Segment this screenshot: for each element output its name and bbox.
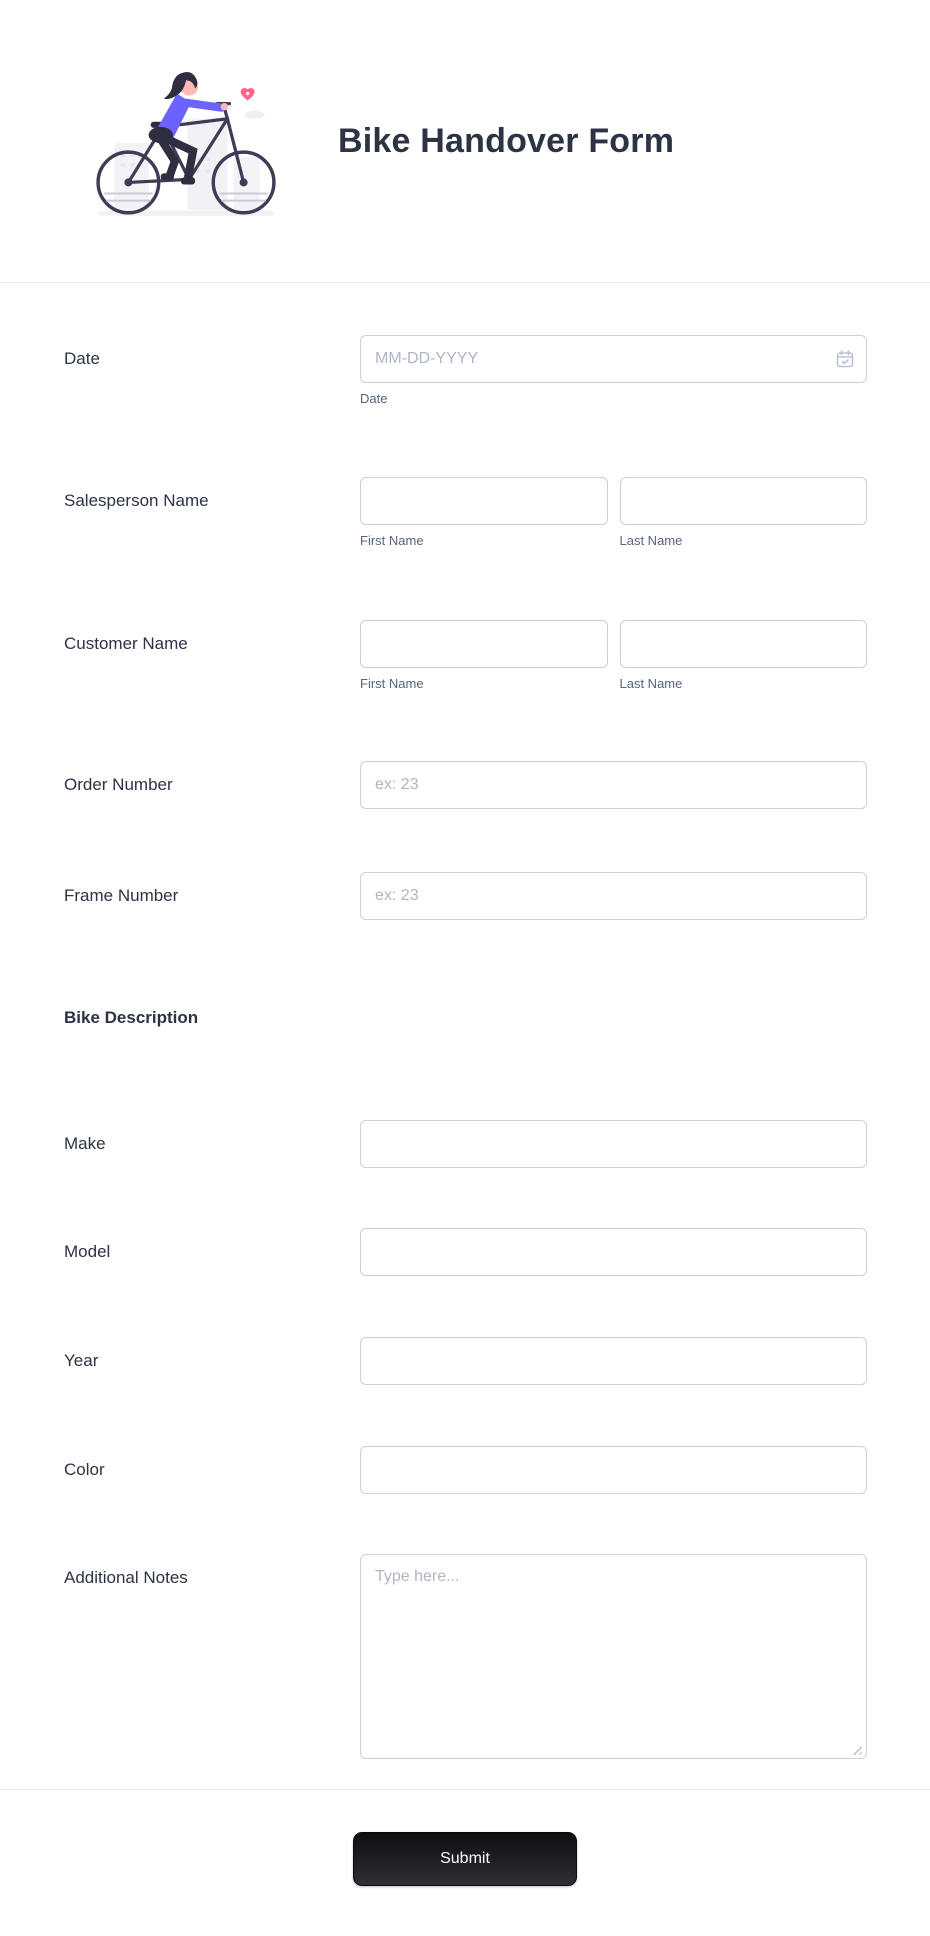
- heart-highlight: [246, 92, 249, 95]
- customer-name-label: Customer Name: [64, 634, 188, 653]
- salesperson-name-label: Salesperson Name: [64, 491, 209, 510]
- submit-section: [0, 1790, 930, 1936]
- date-sublabel: Date: [360, 391, 388, 406]
- field-row-order-number: [64, 761, 867, 809]
- year-input[interactable]: [360, 1337, 867, 1385]
- salesperson-last-name-sublabel: Last Name: [619, 533, 683, 548]
- additional-notes-label: Additional Notes: [64, 1568, 188, 1587]
- resize-handle-icon[interactable]: [851, 1744, 862, 1755]
- field-row-frame-number: [64, 872, 867, 920]
- form-fields: [0, 283, 930, 1764]
- color-input[interactable]: [360, 1446, 867, 1494]
- field-row-make: [64, 1120, 867, 1168]
- field-row-date: [64, 335, 867, 407]
- customer-first-name-input[interactable]: [360, 620, 608, 668]
- form-title: Bike Handover Form: [338, 121, 675, 160]
- bike-illustration: [90, 59, 282, 223]
- field-row-model: [64, 1228, 867, 1276]
- frame-number-label: Frame Number: [64, 886, 179, 905]
- salesperson-last-name-input[interactable]: [620, 477, 868, 525]
- salesperson-first-name-sublabel: First Name: [360, 533, 424, 548]
- additional-notes-textarea[interactable]: [360, 1554, 867, 1759]
- customer-first-name-sublabel: First Name: [360, 676, 424, 691]
- salesperson-first-name-input[interactable]: [360, 477, 608, 525]
- field-row-customer-name: [64, 620, 867, 692]
- model-input[interactable]: [360, 1228, 867, 1276]
- model-label: Model: [64, 1242, 111, 1261]
- form-header: [0, 0, 930, 283]
- year-label: Year: [64, 1351, 99, 1370]
- field-row-year: [64, 1337, 867, 1385]
- make-input[interactable]: [360, 1120, 867, 1168]
- rear-hub: [124, 178, 132, 186]
- date-input[interactable]: [360, 335, 867, 383]
- make-label: Make: [64, 1134, 106, 1153]
- customer-last-name-sublabel: Last Name: [619, 676, 683, 691]
- order-number-label: Order Number: [64, 775, 173, 794]
- calendar-check-icon[interactable]: [835, 349, 855, 369]
- field-row-color: [64, 1446, 867, 1494]
- field-row-salesperson-name: [64, 477, 867, 549]
- section-header-bike-description: Bike Description: [64, 1008, 199, 1027]
- frame-number-input[interactable]: [360, 872, 867, 920]
- date-label: Date: [64, 349, 100, 368]
- submit-button[interactable]: Submit: [353, 1832, 577, 1886]
- field-row-additional-notes: [64, 1554, 867, 1764]
- customer-last-name-input[interactable]: [620, 620, 868, 668]
- front-hub: [240, 178, 248, 186]
- order-number-input[interactable]: [360, 761, 867, 809]
- color-label: Color: [64, 1460, 105, 1479]
- cloud: [245, 111, 265, 119]
